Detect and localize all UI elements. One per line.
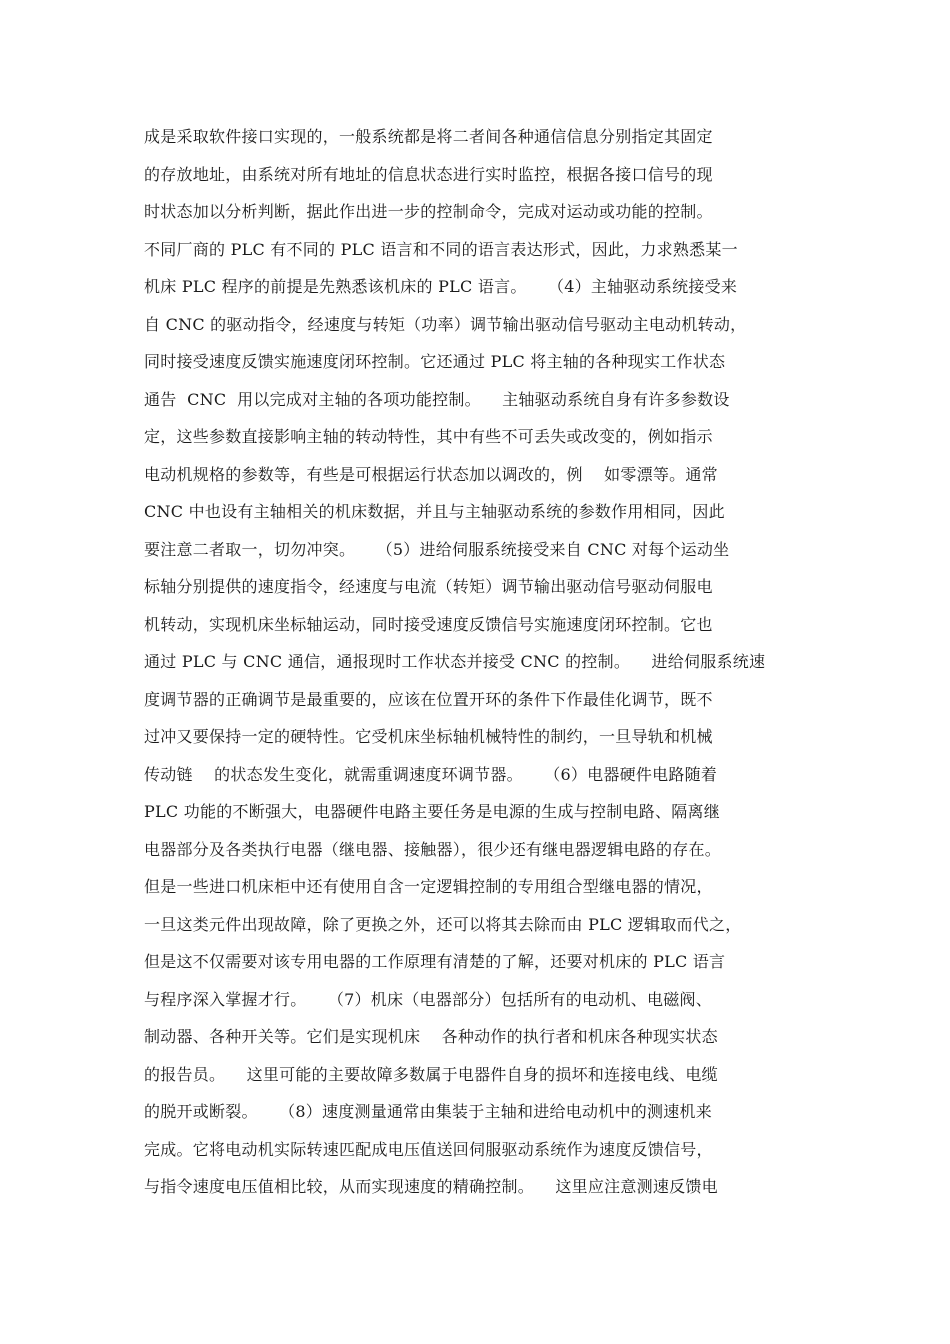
body-text	[144, 118, 814, 1206]
text-line: 完成。它将电动机实际转速匹配成电压值送回伺服驱动系统作为速度反馈信号，	[144, 1139, 713, 1159]
text-line: 标轴分别提供的速度指令，经速度与电流（转矩）调节输出驱动信号驱动伺服电	[144, 577, 713, 596]
text-line: 同时接受速度反馈实施速度闭环控制。它还通过 PLC 将主轴的各种现实工作状态	[144, 352, 726, 371]
text-line: 电动机规格的参数等，有些是可根据运行状态加以调改的，例 如零漂等。通常	[144, 464, 718, 484]
text-line: 一旦这类元件出现故障，除了更换之外，还可以将其去除而由 PLC 逻辑取而代之，	[144, 914, 742, 934]
text-line: 自 CNC 的驱动指令，经速度与转矩（功率）调节输出驱动信号驱动主电动机转动，	[144, 314, 747, 334]
text-line: CNC 中也设有主轴相关的机床数据，并且与主轴驱动系统的参数作用相同，因此	[144, 502, 725, 521]
text-line: 制动器、各种开关等。它们是实现机床 各种动作的执行者和机床各种现实状态	[144, 1027, 718, 1046]
text-line: 传动链 的状态发生变化，就需重调速度环调节器。 （6）电器硬件电路随着	[144, 764, 718, 784]
text-line: 要注意二者取一，切勿冲突。 （5）进给伺服系统接受来自 CNC 对每个运动坐	[144, 539, 730, 559]
text-line: 通告 CNC 用以完成对主轴的各项功能控制。 主轴驱动系统自身有许多参数设	[144, 389, 730, 409]
text-line: 时状态加以分析判断，据此作出进一步的控制命令，完成对运动或功能的控制。	[144, 202, 713, 221]
text-line: 不同厂商的 PLC 有不同的 PLC 语言和不同的语言表达形式，因此，力求熟悉某一	[144, 239, 738, 259]
text-line: 通过 PLC 与 CNC 通信，通报现时工作状态并接受 CNC 的控制。 进给伺服系统速	[144, 652, 766, 671]
text-line: 度调节器的正确调节是最重要的，应该在位置开环的条件下作最佳化调节，既不	[144, 689, 713, 709]
text-line: PLC 功能的不断强大，电器硬件电路主要任务是电源的生成与控制电路、隔离继	[144, 802, 720, 821]
text-line: 定，这些参数直接影响主轴的转动特性，其中有些不可丢失或改变的，例如指示	[144, 427, 713, 446]
text-line: 成是采取软件接口实现的，一般系统都是将二者间各种通信信息分别指定其固定	[144, 127, 713, 146]
text-line: 但是一些进口机床柜中还有使用自含一定逻辑控制的专用组合型继电器的情况，	[144, 877, 713, 896]
text-line: 过冲又要保持一定的硬特性。它受机床坐标轴机械特性的制约，一旦导轨和机械	[144, 727, 713, 746]
text-line: 但是这不仅需要对该专用电器的工作原理有清楚的了解，还要对机床的 PLC 语言	[144, 952, 726, 971]
text-line: 的报告员。 这里可能的主要故障多数属于电器件自身的损坏和连接电线、电缆	[144, 1064, 718, 1084]
text-line: 的脱开或断裂。 （8）速度测量通常由集装于主轴和进给电动机中的测速机来	[144, 1102, 713, 1121]
text-line: 机转动，实现机床坐标轴运动，同时接受速度反馈信号实施速度闭环控制。它也	[144, 614, 713, 634]
text-line: 与指令速度电压值相比较，从而实现速度的精确控制。 这里应注意测速反馈电	[144, 1177, 718, 1196]
text-line: 的存放地址，由系统对所有地址的信息状态进行实时监控，根据各接口信号的现	[144, 164, 713, 184]
text-line: 与程序深入掌握才行。 （7）机床（电器部分）包括所有的电动机、电磁阀、	[144, 989, 713, 1009]
text-line: 机床 PLC 程序的前提是先熟悉该机床的 PLC 语言。 （4）主轴驱动系统接受来	[144, 277, 738, 296]
text-line: 电器部分及各类执行电器（继电器、接触器），很少还有继电器逻辑电路的存在。	[144, 839, 722, 859]
